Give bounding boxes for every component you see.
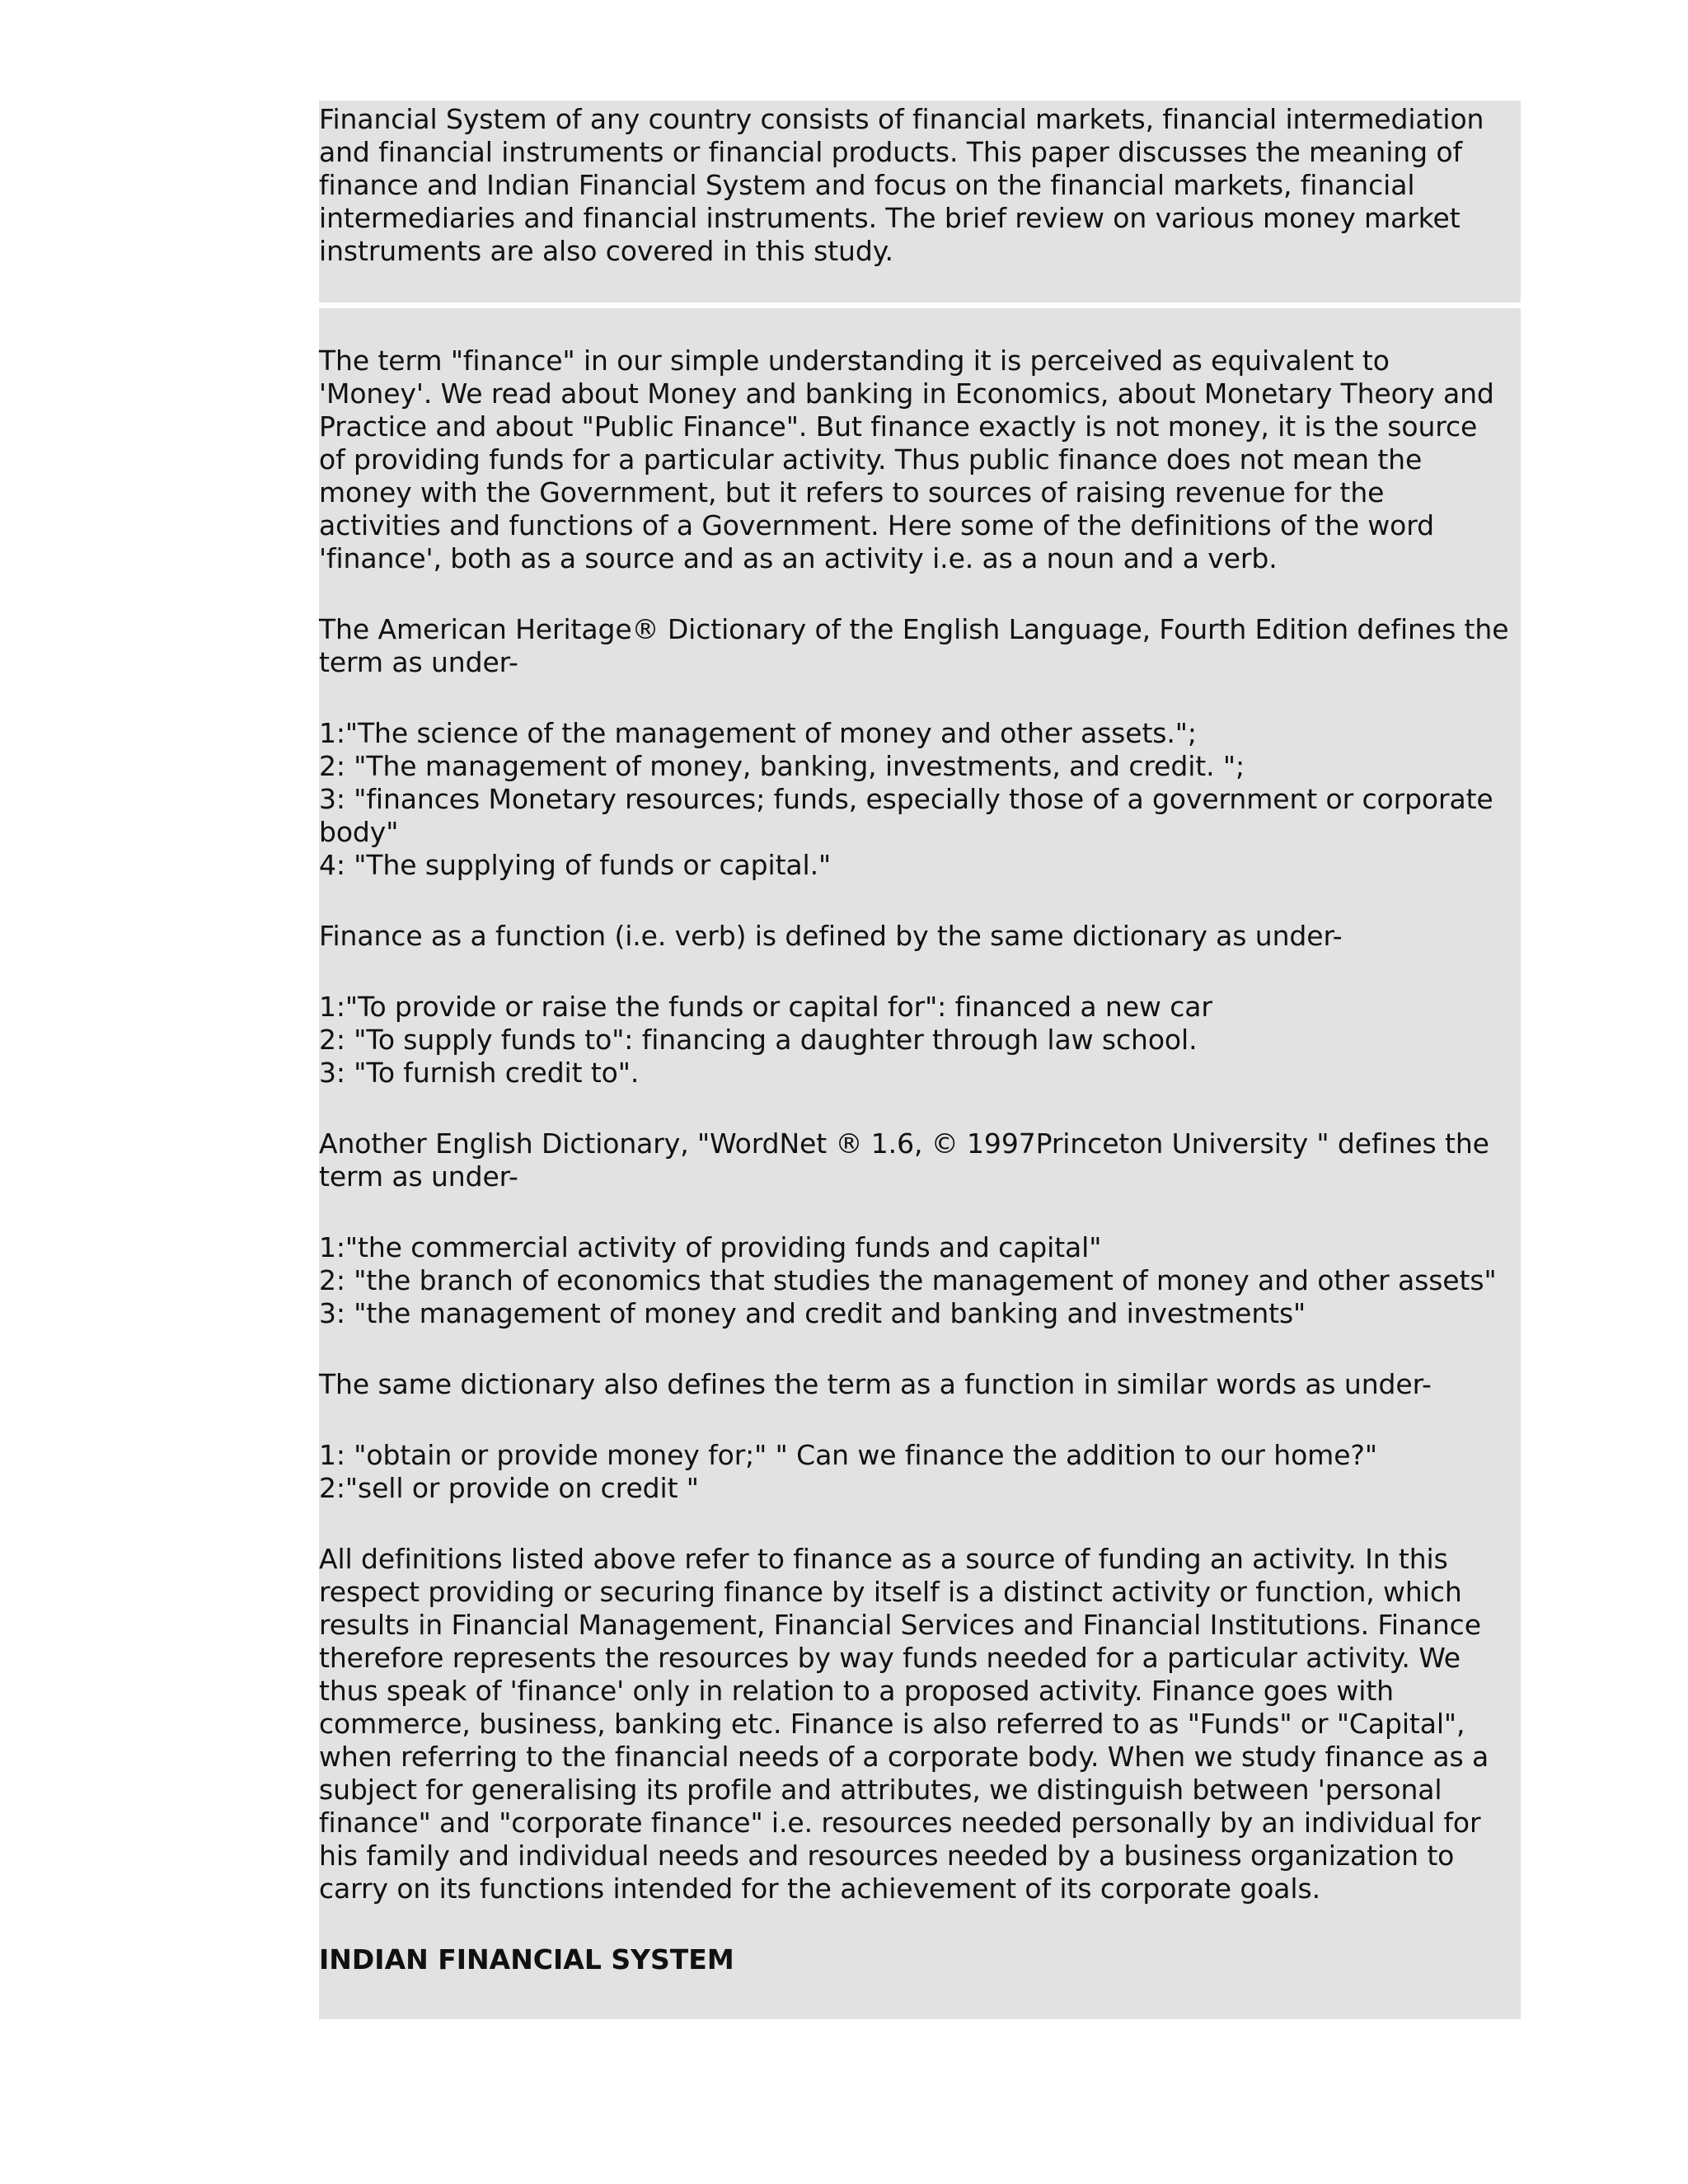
conclusion-paragraph: All definitions listed above refer to finance as a source of funding an activity. In this respect providing or securing finance by itself is a distinct activity or function, which results in Financial Management, Financial Services and Financial Institutions. Finance therefore represents the resources by way funds needed for a particular activity. We thus speak of 'finance' only in relation to a proposed activity. Finance goes with commerce, business, banking etc. Finance is also referred to as "Funds" or "Capital", when referring to the financial needs of a corporate body. When we study finance as a subject for generalising its profile and attributes, we distinguish between 'personal finance" and "corporate finance" i.e. resources needed personally by an individual for his family and individual needs and resources needed by a business organization to carry on its functions intended for the achievement of its corporate goals.	[319, 1543, 1489, 1905]
wordnet-intro-paragraph: Another English Dictionary, "WordNet ® 1.6, © 1997Princeton University " defines the term as under-	[319, 1127, 1489, 1193]
spacer	[319, 1090, 1521, 1127]
spacer	[319, 1193, 1521, 1231]
spacer	[319, 679, 1521, 717]
heritage-verb-intro: Finance as a function (i.e. verb) is defined by the same dictionary as under-	[319, 920, 1343, 952]
intro-paragraph: The term "finance" in our simple understanding it is perceived as equivalent to 'Money'. We read about Money and banking in Economics, about Monetary Theory and Practice and about "Public Finance". But finance exactly is not money, it is the source of providing funds for a particular activity. Thus public finance does not mean the money with the Government, but it refers to sources of raising revenue for the activities and functions of a Government. Here some of the definitions of the word 'finance', both as a source and as an activity i.e. as a noun and a verb.	[319, 344, 1494, 574]
spacer	[319, 1505, 1521, 1543]
wordnet-verb-definitions: 1: "obtain or provide money for;" " Can we finance the addition to our home?" 2:"sell or provide on credit "	[319, 1439, 1377, 1504]
section-heading: INDIAN FINANCIAL SYSTEM	[319, 1943, 734, 1975]
wordnet-verb-intro: The same dictionary also defines the term as a function in similar words as under-	[319, 1368, 1432, 1400]
abstract-paragraph: Financial System of any country consists of financial markets, financial intermediation and financial instruments or financial products. This paper discusses the meaning of finance and Indian Financial System and focus on the financial markets, financial intermediaries and financial instruments. The brief review on various money market instruments are also covered in this study.	[319, 103, 1484, 267]
spacer	[319, 575, 1521, 613]
spacer	[319, 953, 1521, 991]
spacer	[319, 882, 1521, 920]
spacer	[319, 1401, 1521, 1439]
wordnet-noun-definitions: 1:"the commercial activity of providing funds and capital" 2: "the branch of economics that studies the management of money and other assets" 3: "the management of money and credit and banking and investments"	[319, 1231, 1497, 1329]
spacer	[319, 1330, 1521, 1368]
heritage-intro-paragraph: The American Heritage® Dictionary of the English Language, Fourth Edition defines the term as under-	[319, 613, 1509, 678]
heritage-verb-definitions: 1:"To provide or raise the funds or capital for": financed a new car 2: "To supply funds to": financing a daughter through law school. 3: "To furnish credit to".	[319, 991, 1212, 1089]
heritage-noun-definitions: 1:"The science of the management of money and other assets."; 2: "The management of money, banking, investments, and credit. "; 3: "finances Monetary resources; funds, especially those of a government or corporate body" 4: "The supplying of funds or capital."	[319, 717, 1493, 881]
main-content-block	[319, 308, 1521, 2019]
spacer	[319, 1905, 1521, 1943]
abstract-block	[319, 101, 1521, 302]
